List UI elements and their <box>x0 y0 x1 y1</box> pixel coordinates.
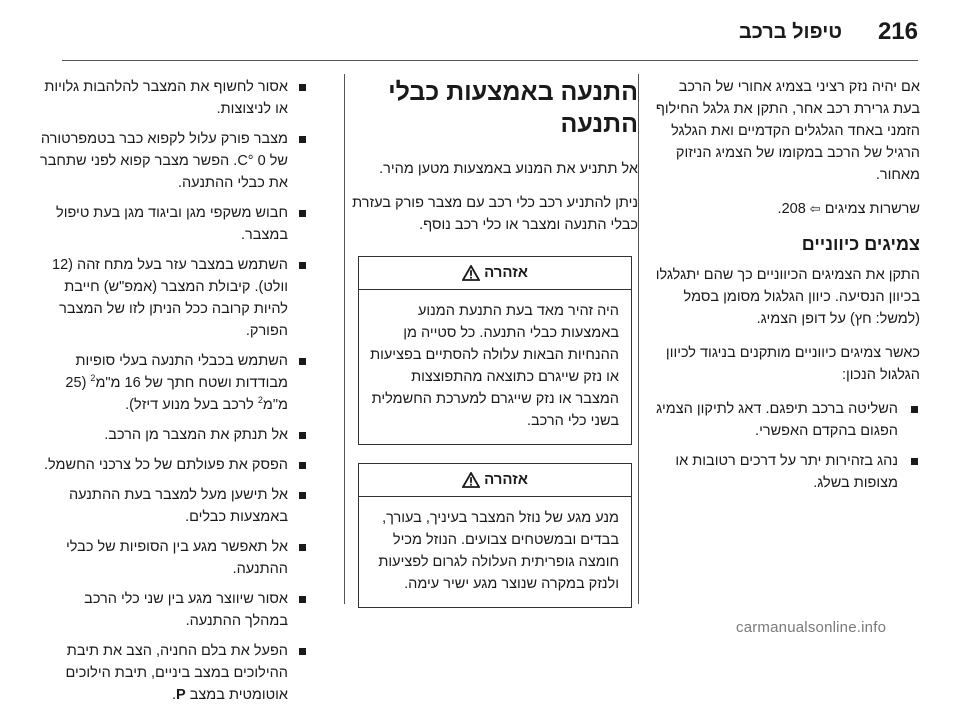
page-header <box>0 0 960 58</box>
list-item: מצבר פורק עלול לקפוא כבר בטמפרטורה של 0 °C. הפשר מצבר קפוא לפני שתחבר את כבלי ההתנעה. <box>40 128 308 194</box>
warning-text: היה זהיר מאד בעת התנעת המנוע באמצעות כבלי התנעה. כל סטייה מן ההנחיות הבאות עלולה להסתיים בפציעות או נזק שייגרם כתוצאה מהתפוצצות המצבר או נזק שייגרם למערכת החשמלית בשני כלי הרכב. <box>370 303 619 429</box>
bullet-icon <box>299 84 306 91</box>
bullet-list-right <box>650 398 920 494</box>
warning-box <box>358 256 632 445</box>
list-item: הפעל את בלם החניה, הצב את תיבת ההילוכים במצב ביניים, תיבת הילוכים אוטומטית במצב P. <box>40 640 308 706</box>
bullet-icon <box>299 596 306 603</box>
list-item: אל תישען מעל למצבר בעת ההתנעה באמצעות כבלים. <box>40 484 308 528</box>
cross-reference: שרשרות צמיגים ⇦ 208. <box>777 201 920 217</box>
warning-triangle-icon <box>462 472 480 488</box>
column-divider-2 <box>344 74 345 604</box>
column-right <box>650 76 920 502</box>
reference-page: 208 <box>781 201 806 217</box>
warning-box <box>358 463 632 608</box>
column-middle <box>352 76 638 626</box>
wrong-direction-paragraph: כאשר צמיגים כיווניים מותקנים בניגוד לכיוון הגלגול הנכון: <box>665 345 920 383</box>
bullet-icon <box>299 462 306 469</box>
directional-tires-paragraph: התקן את הצמיגים הכיווניים כך שהם יתגלגלו בכיוון הנסיעה. כיוון הגלגול מסומן בסמל (למשל: חץ) על דופן הצמיג. <box>655 267 920 327</box>
bullet-icon <box>299 544 306 551</box>
damaged-tire-paragraph: אם יהיה נזק רציני בצמיג אחורי של הרכב בעת גרירת רכב אחר, התקן את גלגל החילוף הזמני באחד הגלגלים הקדמיים ואת הגלגל הרגיל של הרכב במקומו של הצמיג הניזוק מאחור. <box>655 79 920 183</box>
list-item: השליטה ברכב תיפגם. דאג לתיקון הצמיג הפגום בהקדם האפשרי. <box>650 398 920 442</box>
arrow-left-icon: ⇦ <box>809 201 821 216</box>
warning-triangle-icon <box>462 265 480 281</box>
warning-text: מנע מגע של נוזל המצבר בעיניך, בעורך, בבדים ובמשטחים צבועים. הנוזל מכיל חומצה גופריתית העלולה לגרום לפציעות ולנזק במקרה שנוצר מגע ישיר עימה. <box>378 510 619 592</box>
page-number: 216 <box>877 18 918 45</box>
jump-start-paragraph: ניתן להתניע רכב כלי רכב עם מצבר פורק בעזרת כבלי התנעה ומצבר או כלי רכב נוסף. <box>352 195 638 233</box>
bullet-icon <box>911 406 918 413</box>
list-item: אסור לחשוף את המצבר להלהבות גלויות או לניצוצות. <box>40 76 308 120</box>
bullet-list-left <box>40 76 308 706</box>
watermark[interactable]: carmanualsonline.info <box>736 619 887 636</box>
bullet-icon <box>299 210 306 217</box>
bullet-icon <box>299 432 306 439</box>
list-item: אל תנתק את המצבר מן הרכב. <box>40 424 308 446</box>
bullet-icon <box>299 492 306 499</box>
bullet-icon <box>299 262 306 269</box>
list-item: אל תאפשר מגע בין הסופיות של כבלי ההתנעה. <box>40 536 308 580</box>
bullet-icon <box>299 136 306 143</box>
bullet-icon <box>299 648 306 655</box>
list-item: חבוש משקפי מגן וביגוד מגן בעת טיפול במצבר. <box>40 202 308 246</box>
column-divider-1 <box>638 74 639 604</box>
list-item: נהג בזהירות יתר על דרכים רטובות או מצופות בשלג. <box>650 450 920 494</box>
list-item: הפסק את פעולתם של כל צרכני החשמל. <box>40 454 308 476</box>
column-left <box>40 76 308 714</box>
chapter-title: טיפול ברכב <box>738 21 842 43</box>
list-item: אסור שיווצר מגע בין שני כלי הרכב במהלך ההתנעה. <box>40 588 308 632</box>
warning-header <box>359 257 631 290</box>
section-heading-jump-start: התנעה באמצעות כבלי התנעה <box>388 78 638 138</box>
bullet-icon <box>911 458 918 465</box>
reference-label: שרשרות צמיגים <box>824 201 920 217</box>
no-fast-charger-paragraph: אל תתניע את המנוע באמצעות מטען מהיר. <box>379 161 638 177</box>
bullet-icon <box>299 358 306 365</box>
section-heading-directional-tires: צמיגים כיווניים <box>801 234 920 254</box>
header-divider <box>62 60 918 61</box>
warning-header <box>359 464 631 497</box>
list-item: השתמש במצבר עזר בעל מתח זהה (12 וולט). קיבולת המצבר (אמפ"ש) חייבת להיות קרובה ככל הניתן לזו של המצבר הפורק. <box>40 254 308 342</box>
warning-label: אזהרה <box>484 471 528 488</box>
list-item: השתמש בכבלי התנעה בעלי סופיות מבודדות ושטח חתך של 16 מ"מ$^2$ (25 מ"מ$^2$ לרכב בעל מנוע דיזל). <box>40 350 308 416</box>
warning-label: אזהרה <box>484 264 528 281</box>
